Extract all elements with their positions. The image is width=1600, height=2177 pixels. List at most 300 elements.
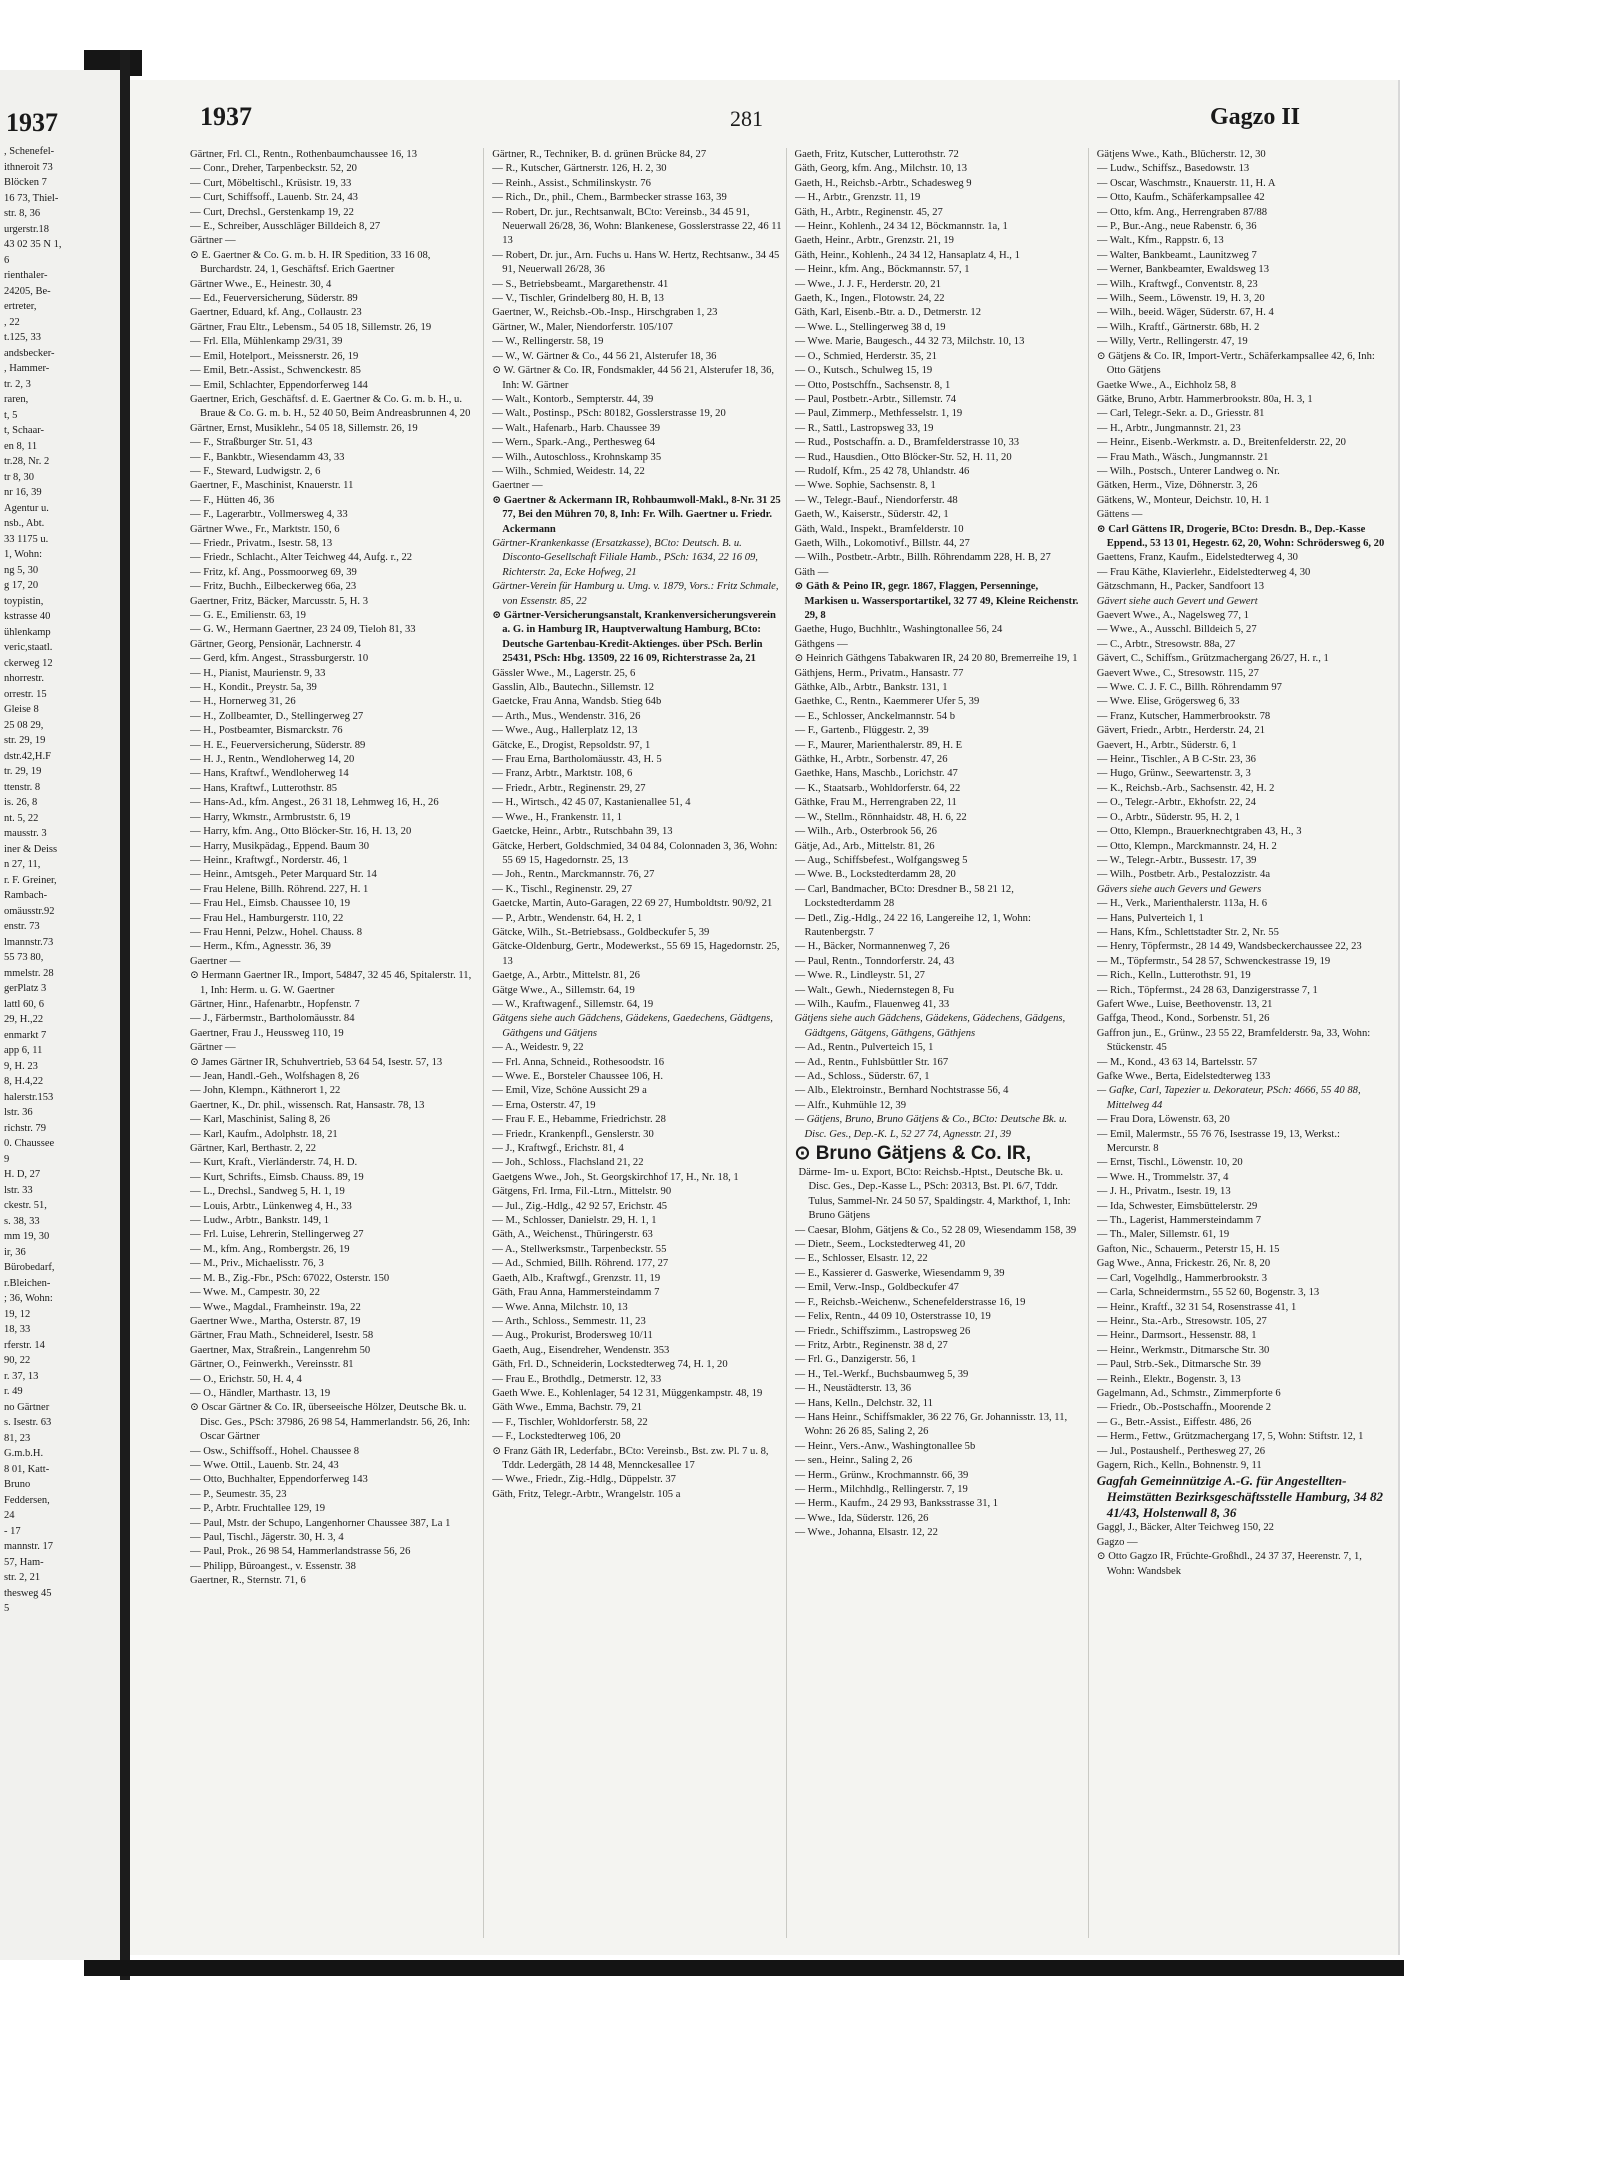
directory-entry: — Friedr., Ob.-Postschaffn., Moorende 2 [1096, 1402, 1272, 1414]
directory-entry: — W., W. Gärtner & Co., 44 56 21, Alsterufer 18, 36 [492, 350, 717, 362]
left-page-fragment-line: urgerstr.18 [4, 223, 50, 235]
directory-entry: — Wwe. Sophie, Sachsenstr. 8, 1 [794, 480, 936, 492]
directory-entry: — Henry, Töpfermstr., 28 14 49, Wandsbeckerchaussee 22, 23 [1096, 941, 1362, 953]
directory-entry: — M., Töpfermstr., 54 28 57, Schwenckestrasse 19, 19 [1096, 955, 1331, 967]
directory-entry: Gaeth, H., Reichsb.-Arbtr., Schadesweg 9 [794, 177, 972, 189]
directory-entry: — H., Verk., Marienthalerstr. 113a, H. 6 [1096, 898, 1268, 910]
directory-entry: Gätkens, W., Monteur, Deichstr. 10, H. 1 [1096, 494, 1270, 506]
left-page-fragment-line: rienthaler- [4, 270, 48, 281]
directory-entry: — Rud., Postschaffn. a. D., Bramfelderstrasse 10, 33 [794, 437, 1020, 449]
directory-entry: — Ad., Rentn., Fuhlsbüttler Str. 167 [794, 1056, 949, 1068]
directory-entry: Gaethke, C., Rentn., Kaemmerer Ufer 5, 39 [794, 696, 980, 708]
directory-entry: — Arth., Schloss., Semmestr. 11, 23 [492, 1315, 646, 1327]
page-header [130, 80, 1398, 134]
directory-entry: — G. E., Emilienstr. 63, 19 [190, 610, 306, 621]
left-page-fragment-line: Agentur u. [4, 502, 49, 514]
directory-entry: Gaeth Wwe. E., Kohlenlager, 54 12 31, Müggenkampstr. 48, 19 [492, 1387, 763, 1399]
directory-entry: — G., Betr.-Assist., Eiffestr. 486, 26 [1096, 1416, 1252, 1428]
directory-entry: — E., Kassierer d. Gaswerke, Wiesendamm 9, 39 [794, 1267, 1005, 1279]
directory-entry: — H., Hornerweg 31, 26 [190, 696, 296, 708]
directory-entry: — M., Kond., 43 63 14, Bartelsstr. 57 [1096, 1056, 1258, 1068]
left-page-fragment-line: nhorrestr. [4, 673, 44, 684]
left-page-fragment-line: en 8, 11 [4, 440, 38, 452]
directory-entry: — Kurt, Schrifts., Eimsb. Chauss. 89, 19 [190, 1171, 364, 1183]
directory-entry: — Otto, Postschffn., Sachsenstr. 8, 1 [794, 379, 951, 391]
left-page-fragment-line: 90, 22 [4, 1355, 31, 1366]
directory-entry: — Wwe., A., Ausschl. Billdeich 5, 27 [1096, 624, 1257, 636]
directory-entry: — Jul., Zig.-Hdlg., 42 92 57, Erichstr. 45 [492, 1200, 668, 1212]
directory-entry: — Wwe., J. J. F., Herderstr. 20, 21 [794, 278, 941, 290]
directory-entry: — Franz, Arbtr., Marktstr. 108, 6 [492, 768, 633, 780]
directory-entry: — Walt., Gewh., Niedernstegen 8, Fu [794, 984, 955, 996]
directory-entry: — Emil, Betr.-Assist., Schwenckestr. 85 [190, 365, 361, 377]
directory-entry: Gaevert Wwe., A., Nagelsweg 77, 1 [1096, 610, 1249, 621]
directory-entry: — Karl, Kaufm., Adolphstr. 18, 21 [190, 1128, 338, 1140]
directory-entry: Gaertner, R., Sternstr. 71, 6 [190, 1575, 306, 1587]
directory-entry: — W., Rellingerstr. 58, 19 [492, 336, 604, 348]
directory-entry: — Detl., Zig.-Hdlg., 24 22 16, Langereihe 12, 1, Wohn: Rautenbergstr. 7 [794, 912, 1031, 938]
directory-entry: — W., Kraftwagenf., Sillemstr. 64, 19 [492, 998, 654, 1010]
left-page-fragment-line: 16 73, Thiel- [4, 192, 59, 204]
left-page-fragment-line: n 27, 11, [4, 859, 41, 870]
left-page-fragment-line: iner & Deiss [4, 843, 58, 855]
directory-entry: — V., Tischler, Grindelberg 80, H. B, 13 [492, 293, 664, 305]
directory-entry: — Herm., Grünw., Krochmannstr. 66, 39 [794, 1469, 969, 1481]
directory-entry: — O., Kutsch., Schulweg 15, 19 [794, 365, 933, 377]
directory-entry: — Wwe. M., Campestr. 30, 22 [190, 1287, 320, 1299]
directory-entry: Gaffga, Theod., Kond., Sorbenstr. 51, 26 [1096, 1013, 1270, 1025]
directory-entry: Gättens — [1096, 509, 1143, 521]
left-page-fragment-line: t, 5 [4, 409, 18, 421]
left-page-fragment-line: 1, Wohn: [4, 549, 43, 560]
directory-entry: ⊙ Bruno Gätjens & Co. IR, [794, 1143, 1032, 1165]
left-page-fragment-line: lmannstr.73 [4, 936, 54, 948]
left-page-fragment-line: - 17 [4, 1525, 21, 1537]
directory-entry: — Hans, Kelln., Delchstr. 32, 11 [794, 1397, 933, 1409]
directory-entry: — Herm., Milchhdlg., Rellingerstr. 7, 19 [794, 1483, 968, 1495]
directory-entry: — Paul, Prok., 26 98 54, Hammerlandstrasse 56, 26 [190, 1546, 411, 1558]
directory-entry: — Otto, Klempn., Brauerknechtgraben 43, H., 3 [1096, 826, 1302, 838]
directory-entry: — Gätjens, Bruno, Bruno Gätjens & Co., BCto: Deutsche Bk. u. Disc. Ges., Dep.-K. L, 52 27 74, Agnesstr. 21, 39 [794, 1114, 1067, 1140]
directory-entry: — Erna, Osterstr. 47, 19 [492, 1099, 596, 1111]
directory-entry: — Robert, Dr. jur., Arn. Fuchs u. Hans W. Hertz, Rechtsanw., 34 45 91, Neuerwall 26/28, 36 [492, 249, 780, 276]
left-page-fragment-line: 24 [4, 1510, 15, 1521]
left-page-fragment-line: rferstr. 14 [4, 1339, 45, 1351]
directory-entry: — Heinr., kfm. Ang., Böckmannstr. 57, 1 [794, 264, 970, 276]
directory-entry: — F., Steward, Ludwigstr. 2, 6 [190, 465, 321, 477]
directory-entry: — Hans, Pulverteich 1, 1 [1096, 912, 1204, 924]
left-page-fragment-line: 24205, Be- [4, 285, 51, 297]
directory-entry: — Conr., Dreher, Tarpenbeckstr. 52, 20 [190, 163, 357, 175]
directory-entry: — Heinr., Tischler., A B C-Str. 23, 36 [1096, 754, 1256, 766]
left-page-fragment-line: ir, 36 [4, 1246, 26, 1258]
directory-entry: — F., Gartenb., Flüggestr. 2, 39 [794, 725, 929, 737]
directory-entry: — Rudolf, Kfm., 25 42 78, Uhlandstr. 46 [794, 465, 970, 477]
directory-entry: Gätcke, Herbert, Goldschmied, 34 04 84, Colonnaden 3, 36, Wohn: 55 69 15, Hagedornstr. 25, 13 [492, 840, 778, 866]
directory-entry: — H., Arbtr., Jungmannstr. 21, 23 [1096, 422, 1241, 434]
directory-entry: Gaeth, Heinr., Arbtr., Grenzstr. 21, 19 [794, 235, 954, 247]
left-page-fragment [0, 70, 120, 1960]
left-page-fragment-line: nsb., Abt. [4, 518, 45, 529]
directory-entry: Gätken, Herm., Vize, Döhnerstr. 3, 26 [1096, 480, 1258, 492]
directory-entry: — W., Stellm., Rönnhaidstr. 48, H. 6, 22 [794, 811, 967, 823]
directory-entry: Gaertner — [492, 480, 543, 492]
directory-columns [190, 148, 1390, 1938]
directory-entry: Gärtner, Frau Eltr., Lebensm., 54 05 18, Sillemstr. 26, 19 [190, 321, 432, 333]
directory-entry: — Hans, Kfm., Schlettstadter Str. 2, Nr. 55 [1096, 926, 1279, 938]
directory-entry: — H., Bäcker, Normannenweg 7, 26 [794, 941, 950, 953]
directory-entry: Gäth, A., Weichenst., Thüringerstr. 63 [492, 1229, 653, 1241]
directory-entry: — Robert, Dr. jur., Rechtsanwalt, BCto: Vereinsb., 34 45 91, Neuerwall 26/28, 36, Wohn: Blankenese, Gosslerstrasse 22, 46 11 13 [492, 206, 782, 247]
directory-entry: — sen., Heinr., Saling 2, 26 [794, 1455, 913, 1467]
directory-entry: — Wilh., Kraftf., Gärtnerstr. 68b, H. 2 [1096, 321, 1260, 333]
directory-entry: — Joh., Rentn., Marckmannstr. 76, 27 [492, 869, 655, 881]
directory-entry: — O., Händler, Marthastr. 13, 19 [190, 1387, 331, 1399]
directory-entry: — P., Bur.-Ang., neue Rabenstr. 6, 36 [1096, 221, 1257, 233]
directory-entry: — Otto, Kaufm., Schäferkampsallee 42 [1096, 192, 1265, 204]
left-page-fragment-line: Blöcken 7 [4, 177, 47, 188]
directory-entry: — Oscar, Waschmstr., Knauerstr. 11, H. A [1096, 177, 1276, 189]
directory-entry: — Wwe., H., Frankenstr. 11, 1 [492, 811, 623, 823]
directory-entry: — Heinr., Kraftf., 32 31 54, Rosenstrasse 41, 1 [1096, 1301, 1297, 1313]
directory-entry: — John, Klempn., Käthnerort 1, 22 [190, 1085, 341, 1097]
directory-entry: Gaertner — [190, 955, 241, 967]
directory-entry: — Paul, Mstr. der Schupo, Langenhorner Chaussee 387, La 1 [190, 1517, 451, 1529]
left-page-fragment-line: tr.28, Nr. 2 [4, 456, 50, 467]
directory-entry: — Ludw., Schiffsz., Basedowstr. 13 [1096, 163, 1250, 175]
directory-entry: — Ida, Schwester, Eimsbüttelerstr. 29 [1096, 1200, 1258, 1212]
left-page-fragment-line: G.m.b.H. [4, 1448, 44, 1459]
left-page-fragment-line: dstr.42,H.F [4, 750, 51, 762]
directory-entry: ⊙ Franz Gäth IR, Lederfabr., BCto: Vereinsb., Bst. zw. Pl. 7 u. 8, Tddr. Ledergäth, 28 14 48, Mennckesallee 17 [492, 1445, 769, 1471]
left-page-fragment-line: 81, 23 [4, 1432, 31, 1444]
directory-entry: Gäth, Wald., Inspekt., Bramfelderstr. 10 [794, 523, 964, 535]
left-page-fragment-line: 55 73 80, [4, 952, 44, 963]
directory-entry: Gafton, Nic., Schauerm., Peterstr 15, H. 15 [1096, 1243, 1280, 1255]
left-page-fragment-line: 5 [4, 1603, 10, 1614]
directory-entry: Gäthke, Alb., Arbtr., Bankstr. 131, 1 [794, 682, 948, 694]
directory-entry: — Wern., Spark.-Ang., Perthesweg 64 [492, 437, 656, 449]
page-running-title: Gagzo II [1210, 104, 1300, 130]
directory-entry: — Fritz, Buchh., Eilbeckerweg 66a, 23 [190, 581, 357, 593]
directory-entry: Gätzschmann, H., Packer, Sandfoort 13 [1096, 581, 1265, 593]
left-page-fragment-line: mm 19, 30 [4, 1231, 50, 1242]
directory-entry: — C., Arbtr., Stresowstr. 88a, 27 [1096, 638, 1236, 650]
directory-entry: Gäthke, Frau M., Herrengraben 22, 11 [794, 797, 957, 809]
directory-entry: Gaertner Wwe., Martha, Osterstr. 87, 19 [190, 1315, 361, 1327]
left-page-fragment-line: nr 16, 39 [4, 487, 42, 498]
directory-entry: — Friedr., Schlacht., Alter Teichweg 44, Aufg. r., 22 [190, 552, 413, 564]
directory-entry: — Frl. Anna, Schneid., Rothesoodstr. 16 [492, 1056, 665, 1068]
directory-entry: Gätge Wwe., A., Sillemstr. 64, 19 [492, 984, 635, 996]
directory-entry: — Aug., Schiffsbefest., Wolfgangsweg 5 [794, 854, 968, 866]
directory-entry: — Paul, Strb.-Sek., Ditmarsche Str. 39 [1096, 1359, 1261, 1371]
directory-entry: — Frl. Ella, Mühlenkamp 29/31, 39 [190, 336, 343, 348]
directory-entry: — Harry, kfm. Ang., Otto Blöcker-Str. 16, H. 13, 20 [190, 826, 412, 838]
directory-entry: Gävert, C., Schiffsm., Grützmachergang 26/27, H. r., 1 [1096, 653, 1329, 665]
directory-entry: — W., Telegr.-Arbtr., Bussestr. 17, 39 [1096, 854, 1257, 866]
directory-entry: — M., Schlosser, Danielstr. 29, H. 1, 1 [492, 1215, 657, 1227]
left-page-fragment-line: mannstr. 17 [4, 1541, 53, 1552]
directory-entry: ⊙ James Gärtner IR, Schuhvertrieb, 53 64 54, Isestr. 57, 13 [190, 1056, 443, 1068]
directory-entry: — Paul, Zimmerp., Methfesselstr. 1, 19 [794, 408, 963, 420]
directory-entry: — Herm., Kfm., Agnesstr. 36, 39 [190, 941, 331, 953]
directory-entry: — Alfr., Kuhmühle 12, 39 [794, 1099, 907, 1111]
directory-entry: Gärtner, W., Maler, Niendorferstr. 105/107 [492, 321, 673, 333]
left-page-year: 1937 [6, 108, 58, 137]
directory-entry: — Otto, kfm. Ang., Herrengraben 87/88 [1096, 206, 1268, 218]
directory-entry: ⊙ Heinrich Gäthgens Tabakwaren IR, 24 20 80, Bremerreihe 19, 1 [794, 653, 1078, 665]
directory-entry: — Joh., Schloss., Flachsland 21, 22 [492, 1157, 644, 1169]
left-page-fragment-line: ckestr. 51, [4, 1200, 47, 1211]
directory-entry: Gärtner — [190, 1042, 236, 1054]
directory-entry: — Wwe. R., Lindleystr. 51, 27 [794, 970, 925, 982]
directory-entry: — Hugo, Grünw., Seewartenstr. 3, 3 [1096, 768, 1251, 780]
directory-entry: — Heinr., Werkmstr., Ditmarsche Str. 30 [1096, 1344, 1270, 1356]
left-page-fragment-line: 9 [4, 1153, 10, 1165]
left-page-fragment-line: is. 26, 8 [4, 797, 38, 808]
directory-entry: — Jul., Postaushelf., Perthesweg 27, 26 [1096, 1445, 1266, 1457]
directory-entry: Gaetge, A., Arbtr., Mittelstr. 81, 26 [492, 970, 640, 982]
directory-entry: — Aug., Prokurist, Brodersweg 10/11 [492, 1330, 653, 1342]
directory-entry: — Wwe. Marie, Baugesch., 44 32 73, Milchstr. 10, 13 [794, 336, 1025, 348]
directory-entry: — Hans, Kraftwf., Lutterothstr. 85 [190, 782, 338, 794]
directory-entry: — Wilh., Postsch., Unterer Landweg o. Nr. [1096, 465, 1280, 477]
directory-entry: — Wilh., beeid. Wäger, Süderstr. 67, H. 4 [1096, 307, 1274, 319]
directory-entry: Gagfah Gemeinnützige A.-G. für Angestellten-Heimstätten Bezirksgeschäftsstelle Hamburg, 34 82 41/43, Holstenwall 8, 36 [1096, 1473, 1384, 1521]
directory-entry: — Walt., Postinsp., PSch: 80182, Gosslerstrasse 19, 20 [492, 408, 726, 420]
left-page-fragment-line: Bruno [4, 1479, 31, 1490]
directory-entry: — Friedr., Privatm., Isestr. 58, 13 [190, 537, 333, 549]
directory-entry: Gaethke, Hans, Maschb., Lorichstr. 47 [794, 768, 958, 780]
column-4 [1097, 148, 1390, 1938]
directory-entry: Gaeth, Alb., Kraftwgf., Grenzstr. 11, 19 [492, 1272, 661, 1284]
directory-entry: — P., Seumestr. 35, 23 [190, 1488, 287, 1500]
left-page-fragment-line: H. D, 27 [4, 1169, 41, 1180]
left-page-fragment-line: r. F. Greiner, [4, 874, 57, 886]
directory-entry: — H., Neustädterstr. 13, 36 [794, 1383, 912, 1395]
directory-entry: Gaetgens Wwe., Joh., St. Georgskirchhof 17, H., Nr. 18, 1 [492, 1171, 739, 1183]
directory-entry: — Frau E., Brothdlg., Detmerstr. 12, 33 [492, 1373, 662, 1385]
directory-entry: Gärtner Wwe., E., Heinestr. 30, 4 [190, 278, 332, 290]
directory-entry: — O., Schmied, Herderstr. 35, 21 [794, 350, 937, 362]
left-page-fragment-line: 57, Ham- [4, 1556, 44, 1568]
directory-entry: — Wwe. Elise, Grögersweg 6, 33 [1096, 696, 1240, 708]
directory-entry: — J., Kraftwgf., Erichstr. 81, 4 [492, 1143, 624, 1155]
left-page-fragment-line: 19, 12 [4, 1308, 31, 1320]
directory-entry: — Gerd, kfm. Angest., Strassburgerstr. 10 [190, 653, 369, 665]
scan-bottom-mark [84, 1960, 1404, 1976]
directory-entry: Gätje, Ad., Arb., Mittelstr. 81, 26 [794, 840, 935, 852]
directory-entry: — Wilh., Kraftwgf., Conventstr. 8, 23 [1096, 278, 1258, 290]
left-page-fragment-line: mausstr. 3 [4, 828, 47, 839]
directory-entry: — Curt, Drechsl., Gerstenkamp 19, 22 [190, 206, 354, 218]
directory-entry: — Carla, Schneidermstrn., 55 52 60, Bogenstr. 3, 13 [1096, 1287, 1320, 1299]
left-page-fragment-line: ; 36, Wohn: [4, 1293, 53, 1304]
directory-entry: — Th., Lagerist, Hammersteindamm 7 [1096, 1215, 1262, 1227]
directory-entry: Gätcke, E., Drogist, Repsoldstr. 97, 1 [492, 739, 651, 751]
directory-entry: Gaettens, Franz, Kaufm., Eidelstedterweg 4, 30 [1096, 552, 1298, 564]
directory-entry: — E., Schlosser, Elsastr. 12, 22 [794, 1253, 928, 1265]
directory-entry: ⊙ E. Gaertner & Co. G. m. b. H. IR Spedition, 33 16 08, Burchardstr. 24, 1, Geschäftsf. Erich Gaertner [190, 249, 431, 276]
directory-entry: — Wilh., Arb., Osterbrook 56, 26 [794, 826, 937, 838]
left-page-fragment-line: ithneroit 73 [4, 161, 53, 173]
directory-entry: Gaeth, Wilh., Lokomotivf., Billstr. 44, 27 [794, 537, 970, 549]
left-page-fragment-line: Bürobedarf, [4, 1262, 55, 1273]
directory-entry: — Wilh., Schmied, Weidestr. 14, 22 [492, 465, 645, 477]
left-page-fragment-line: lattl 60, 6 [4, 998, 44, 1010]
left-page-text [0, 144, 120, 1617]
directory-entry: — Heinr., Amtsgeh., Peter Marquard Str. 14 [190, 869, 377, 881]
left-page-fragment-line: 29, H.,22 [4, 1014, 44, 1025]
directory-entry: — Rich., Dr., phil., Chem., Barmbecker strasse 163, 39 [492, 192, 727, 204]
directory-entry: ⊙ Carl Gättens IR, Drogerie, BCto: Dresdn. B., Dep.-Kasse Eppend., 53 13 01, Hegestr. 62, 20, Wohn: Schrödersweg 6, 20 [1096, 523, 1385, 549]
left-page-fragment-line: richstr. 79 [4, 1122, 46, 1134]
directory-entry: — H., Tel.-Werkf., Buchsbaumweg 5, 39 [794, 1368, 969, 1380]
directory-entry: Gaetcke, Heinr., Arbtr., Rutschbahn 39, 13 [492, 826, 673, 838]
directory-entry: — L., Drechsl., Sandweg 5, H. 1, 19 [190, 1186, 345, 1198]
left-page-fragment-line: kstrasse 40 [4, 611, 51, 622]
directory-entry: Gag Wwe., Anna, Frickestr. 26, Nr. 8, 20 [1096, 1258, 1271, 1270]
book-spine [120, 50, 130, 1980]
directory-entry: ⊙ Gätjens & Co. IR, Import-Vertr., Schäferkampsallee 42, 6, Inh: Otto Gätjens [1096, 350, 1375, 377]
left-page-fragment-line: ckerweg 12 [4, 657, 53, 669]
directory-entry: — Wilh., Seem., Löwenstr. 19, H. 3, 20 [1096, 293, 1265, 305]
directory-entry: — Carl, Bandmacher, BCto: Dresdner B., 58 21 12, Lockstedterdamm 28 [794, 883, 1014, 910]
left-page-fragment-line: 6 [4, 254, 10, 266]
directory-entry: Gärtner, Karl, Berthastr. 2, 22 [190, 1143, 317, 1155]
directory-entry: Gaertner, K., Dr. phil., wissensch. Rat, Hansastr. 78, 13 [190, 1099, 425, 1111]
directory-entry: — Emil, Vize, Schöne Aussicht 29 a [492, 1085, 647, 1097]
directory-entry: — Walt., Kontorb., Sempterstr. 44, 39 [492, 393, 654, 405]
directory-entry: — Fritz, kf. Ang., Possmoorweg 69, 39 [190, 566, 357, 578]
directory-entry: — Louis, Arbtr., Lünkenweg 4, H., 33 [190, 1200, 352, 1212]
directory-entry: — Frau Henni, Pelzw., Hohel. Chauss. 8 [190, 926, 363, 938]
directory-entry: — Walt., Hafenarb., Harb. Chaussee 39 [492, 422, 661, 434]
directory-entry: — Otto, Buchhalter, Eppendorferweg 143 [190, 1474, 368, 1486]
directory-entry: — Frau Hel., Eimsb. Chaussee 10, 19 [190, 898, 351, 910]
directory-entry: — K., Reichsb.-Arb., Sachsenstr. 42, H. 2 [1096, 782, 1275, 794]
directory-entry: — Wwe. H., Trommelstr. 37, 4 [1096, 1171, 1229, 1183]
left-page-fragment-line: lstr. 36 [4, 1107, 33, 1118]
directory-entry: Gätcke-Oldenburg, Gertr., Modewerkst., 55 69 15, Hagedornstr. 25, 13 [492, 941, 780, 967]
directory-entry: Gätgens siehe auch Gädchens, Gädekens, Gaedechens, Gädtgens, Gäthgens und Gätjens [492, 1013, 773, 1039]
left-page-fragment-line: raren, [4, 394, 29, 405]
directory-entry: Gafke Wwe., Berta, Eidelstedterweg 133 [1096, 1071, 1271, 1082]
directory-entry: — Th., Maler, Sillemstr. 61, 19 [1096, 1229, 1230, 1241]
directory-entry: — F., Hütten 46, 36 [190, 494, 275, 506]
directory-entry: — Reinh., Elektr., Bogenstr. 3, 13 [1096, 1373, 1241, 1385]
directory-entry: — R., Sattl., Lastropsweg 33, 19 [794, 422, 934, 434]
directory-entry: Gässler Wwe., M., Lagerstr. 25, 6 [492, 667, 636, 679]
directory-entry: — F., Maurer, Marienthalerstr. 89, H. E [794, 739, 963, 751]
left-page-fragment-line: app 6, 11 [4, 1045, 43, 1056]
directory-entry: — Frau Helene, Billh. Röhrend. 227, H. 1 [190, 883, 369, 895]
directory-entry: Gärtner — [190, 235, 236, 247]
directory-entry: — Paul, Postbetr.-Arbtr., Sillemstr. 74 [794, 393, 957, 405]
directory-entry: — F., Bankbtr., Wiesendamm 43, 33 [190, 451, 345, 463]
directory-entry: Gaetke Wwe., A., Eichholz 58, 8 [1096, 379, 1236, 391]
left-page-fragment-line: , Hammer- [4, 363, 50, 374]
directory-entry: — Arth., Mus., Wendenstr. 316, 26 [492, 710, 641, 722]
directory-entry: Gaertner, Erich, Geschäftsf. d. E. Gaertner & Co. G. m. b. H., u. Braue & Co. G. m. b. H., 52 40 50, Beim Andreasbrunnen 4, 20 [190, 393, 471, 420]
directory-entry: — Hans-Ad., kfm. Angest., 26 31 18, Lehmweg 16, H., 26 [190, 797, 439, 809]
directory-entry: — S., Betriebsbeamt., Margarethenstr. 41 [492, 278, 669, 290]
left-page-fragment-line: tr 8, 30 [4, 471, 35, 483]
left-page-fragment-line: andsbecker- [4, 347, 55, 359]
left-page-fragment-line: halerstr.153 [4, 1091, 54, 1103]
left-page-fragment-line: 25 08 29, [4, 719, 44, 731]
left-page-fragment-line: t.125, 33 [4, 332, 42, 343]
directory-entry: Gävert siehe auch Gevert und Gewert [1096, 595, 1258, 607]
directory-entry: Gaertner, Fritz, Bäcker, Marcusstr. 5, H. 3 [190, 595, 369, 607]
directory-entry: — Reinh., Assist., Schmilinskystr. 76 [492, 177, 651, 189]
directory-entry: — Paul, Rentn., Tonndorferstr. 24, 43 [794, 955, 955, 967]
directory-entry: Gaertner, Max, Straßrein., Langenrehm 50 [190, 1344, 371, 1356]
directory-entry: Gäth, Fritz, Telegr.-Arbtr., Wrangelstr. 105 a [492, 1488, 681, 1500]
directory-entry: — O., Telegr.-Arbtr., Ekhofstr. 22, 24 [1096, 797, 1256, 809]
directory-entry: — F., Lockstedterweg 106, 20 [492, 1431, 621, 1443]
directory-entry: Gaertner, Eduard, kf. Ang., Collaustr. 23 [190, 307, 362, 319]
directory-entry: — Curt, Möbeltischl., Krüsistr. 19, 33 [190, 177, 352, 189]
directory-entry: — M. B., Zig.-Fbr., PSch: 67022, Osterstr. 150 [190, 1272, 390, 1284]
column-2 [492, 148, 786, 1938]
directory-entry: Gäth, Georg, kfm. Ang., Milchstr. 10, 13 [794, 163, 968, 175]
directory-entry: Gätcke, Wilh., St.-Betriebsass., Goldbeckufer 5, 39 [492, 926, 710, 938]
left-page-fragment-line: ttenstr. 8 [4, 781, 41, 793]
directory-entry: — H., Postbeamter, Bismarckstr. 76 [190, 725, 343, 737]
directory-entry: — Karl, Maschinist, Saling 8, 26 [190, 1114, 331, 1126]
directory-entry: Gäth, H., Arbtr., Reginenstr. 45, 27 [794, 206, 943, 218]
directory-entry: — Philipp, Büroangest., v. Essenstr. 38 [190, 1560, 356, 1572]
directory-entry: — Friedr., Krankenpfl., Genslerstr. 30 [492, 1128, 654, 1140]
directory-entry: — H., Zollbeamter, D., Stellingerweg 27 [190, 710, 364, 722]
directory-entry: — Caesar, Blohm, Gätjens & Co., 52 28 09, Wiesendamm 158, 39 [794, 1224, 1077, 1236]
left-page-fragment-line: str. 8, 36 [4, 208, 41, 219]
directory-entry: Därme- Im- u. Export, BCto: Reichsb.-Hptst., Deutsche Bk. u. Disc. Ges., Dep.-Kasse L., PSch: 20313, Bst. Pl. 6/7, Tddr. Tulus, Sammel-Nr. 24 50 57, Spaldingstr. 4, Markthof, 1, Inh: Bruno Gätjens [798, 1167, 1071, 1222]
directory-entry: Gärtner Wwe., Fr., Marktstr. 150, 6 [190, 523, 340, 535]
left-page-fragment-line: t, Schaar- [4, 425, 45, 436]
directory-entry: — Fritz, Arbtr., Reginenstr. 38 d, 27 [794, 1339, 948, 1351]
directory-entry: — Kurt, Kraft., Vierländerstr. 74, H. D. [190, 1157, 358, 1169]
directory-entry: — Alb., Elektroinstr., Bernhard Nochtstrasse 56, 4 [794, 1085, 1009, 1097]
directory-entry: — Friedr., Arbtr., Reginenstr. 29, 27 [492, 782, 646, 794]
directory-entry: Gaetcke, Frau Anna, Wandsb. Stieg 64b [492, 696, 662, 708]
directory-entry: — H., Arbtr., Grenzstr. 11, 19 [794, 192, 921, 204]
directory-entry: — Emil, Verw.-Insp., Goldbeckufer 47 [794, 1282, 959, 1294]
directory-entry: Gävert, Friedr., Arbtr., Herderstr. 24, 21 [1096, 725, 1266, 737]
left-page-fragment-line: , Schenefel- [4, 146, 55, 157]
directory-entry: — Frau Erna, Bartholomäusstr. 43, H. 5 [492, 754, 662, 766]
directory-entry: — Herm., Kaufm., 24 29 93, Banksstrasse 31, 1 [794, 1498, 999, 1510]
directory-entry: — Wwe. C. J. F. C., Billh. Röhrendamm 97 [1096, 682, 1282, 694]
directory-entry: Gaevert, H., Arbtr., Süderstr. 6, 1 [1096, 739, 1237, 751]
directory-entry: Gaeth, Aug., Eisendreher, Wendenstr. 353 [492, 1344, 670, 1356]
directory-entry: — F., Reichsb.-Weichenw., Schenefelderstrasse 16, 19 [794, 1296, 1026, 1308]
directory-entry: — H., Kondit., Preystr. 5a, 39 [190, 682, 317, 694]
directory-entry: — Otto, Klempn., Marckmannstr. 24, H. 2 [1096, 840, 1277, 852]
left-page-fragment-line: r.Bleichen- [4, 1277, 51, 1289]
left-page-fragment-line: thesweg 45 [4, 1587, 52, 1599]
directory-entry: Gärtner, Ernst, Musiklehr., 54 05 18, Sillemstr. 26, 19 [190, 422, 418, 434]
directory-entry: Gätgens, Frl. Irma, Fil.-Ltrn., Mittelstr. 90 [492, 1186, 672, 1198]
directory-entry: — A., Weidestr. 9, 22 [492, 1042, 584, 1054]
directory-entry: — Wwe. E., Borsteler Chaussee 106, H. [492, 1071, 663, 1082]
directory-entry: — Wwe., Johanna, Elsastr. 12, 22 [794, 1527, 938, 1539]
directory-entry: Gärtner, R., Techniker, B. d. grünen Brücke 84, 27 [492, 149, 707, 160]
directory-entry: — Dietr., Seem., Lockstedterweg 41, 20 [794, 1239, 966, 1251]
directory-entry: — Heinr., Kraftwgf., Norderstr. 46, 1 [190, 854, 348, 866]
